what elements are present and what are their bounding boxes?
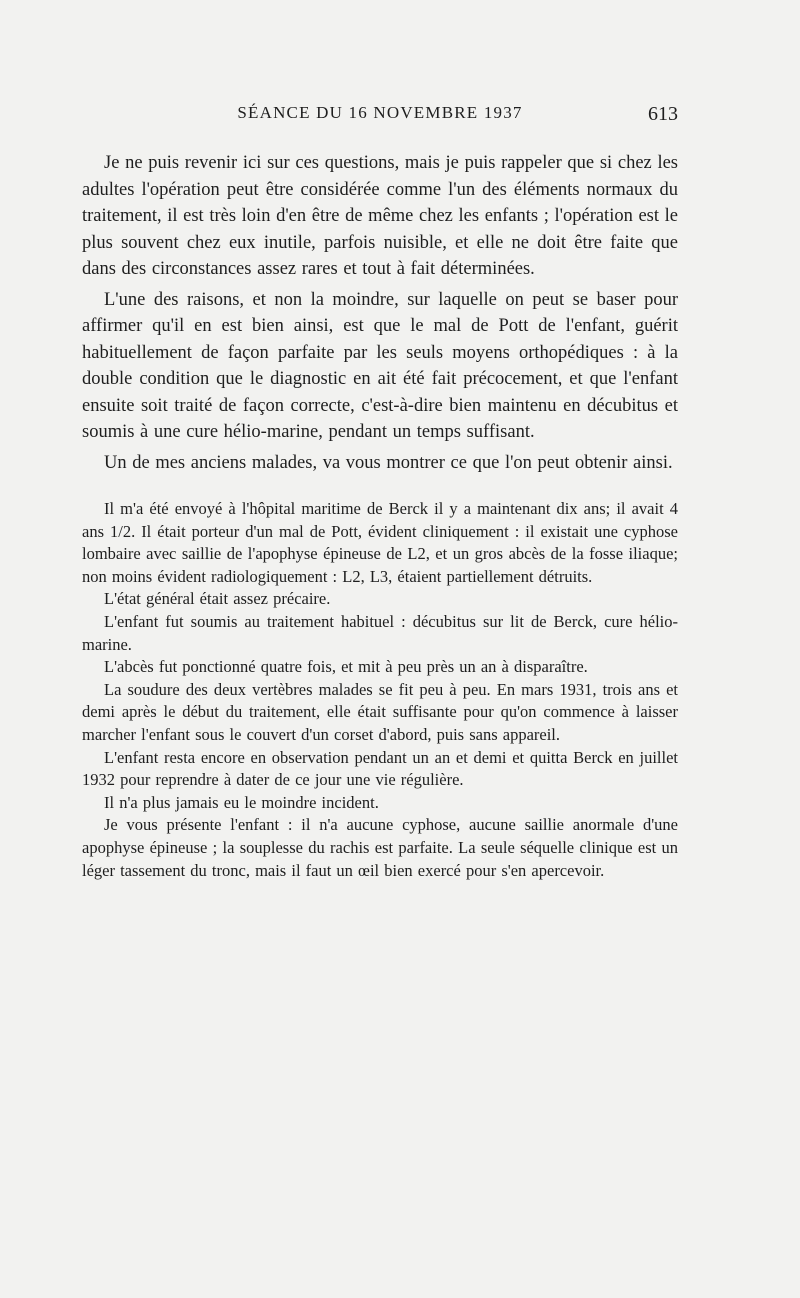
case-observation: L'enfant resta encore en observation pendant un an et demi et quitta Berck en juillet 1932 pour reprendre à dater de ce jour une vie régulière. bbox=[82, 747, 678, 790]
paragraph-orthopedic-treatment: L'une des raisons, et non la moindre, sur laquelle on peut se baser pour affirmer qu'il en est bien ainsi, est que le mal de Pott de l'enfant, guérit habituellement de façon parfaite par les seuls moyens orthopédiques : à la double condition que le diagnostic en ait été fait précocement, et que l'enfant ensuite soit traité de façon correcte, c'est-à-dire bien maintenu en décubitus et soumis à une cure hélio-marine, pendant un temps suffisant. bbox=[82, 289, 678, 442]
case-treatment: L'enfant fut soumis au traitement habituel : décubitus sur lit de Berck, cure hélio-marine. bbox=[82, 611, 678, 654]
case-no-incident: Il n'a plus jamais eu le moindre incident. bbox=[104, 792, 379, 812]
case-history: Il m'a été envoyé à l'hôpital maritime de Berck il y a maintenant dix ans; il avait 4 ans 1/2. Il était porteur d'un mal de Pott, évident cliniquement : il existait une cyphose lombaire avec saillie de l'apophyse épineuse de L2, et un gros abcès de la fosse iliaque; non moins évident radiologiquement : L2, L3, étaient partiellement détruits. bbox=[82, 499, 678, 586]
page-header bbox=[82, 103, 678, 133]
case-vertebral-fusion: La soudure des deux vertèbres malades se fit peu à peu. En mars 1931, trois ans et demi après le début du traitement, elle était suffisante pour qu'on commence à laisser marcher l'enfant sous le couvert d'un corset d'abord, puis sans appareil. bbox=[82, 679, 678, 744]
case-abscess: L'abcès fut ponctionné quatre fois, et mit à peu près un an à disparaître. bbox=[104, 657, 588, 677]
page-number: 613 bbox=[648, 103, 678, 125]
case-current-state: Je vous présente l'enfant : il n'a aucune cyphose, aucune saillie anormale d'une apophyse épineuse ; la souplesse du rachis est parfaite. La seule séquelle clinique est un léger tassement du tronc, mais il faut un œil bien exercé pour s'en apercevoir. bbox=[82, 815, 678, 880]
running-head: SÉANCE DU 16 NOVEMBRE 1937 bbox=[237, 103, 523, 122]
paragraph-surgery-in-children: Je ne puis revenir ici sur ces questions, mais je puis rappeler que si chez les adultes l'opération peut être considérée comme l'un des éléments normaux du traitement, il est très loin d'en être de même chez les enfants ; l'opération est le plus souvent chez eux inutile, parfois nuisible, et elle ne doit être faite que dans des circonstances assez rares et tout à fait déterminées. bbox=[82, 153, 678, 279]
case-general-state: L'état général était assez précaire. bbox=[104, 589, 331, 609]
body-text bbox=[82, 150, 678, 882]
paragraph-patient-intro: Un de mes anciens malades, va vous montrer ce que l'on peut obtenir ainsi. bbox=[104, 452, 673, 473]
case-report bbox=[82, 498, 678, 882]
